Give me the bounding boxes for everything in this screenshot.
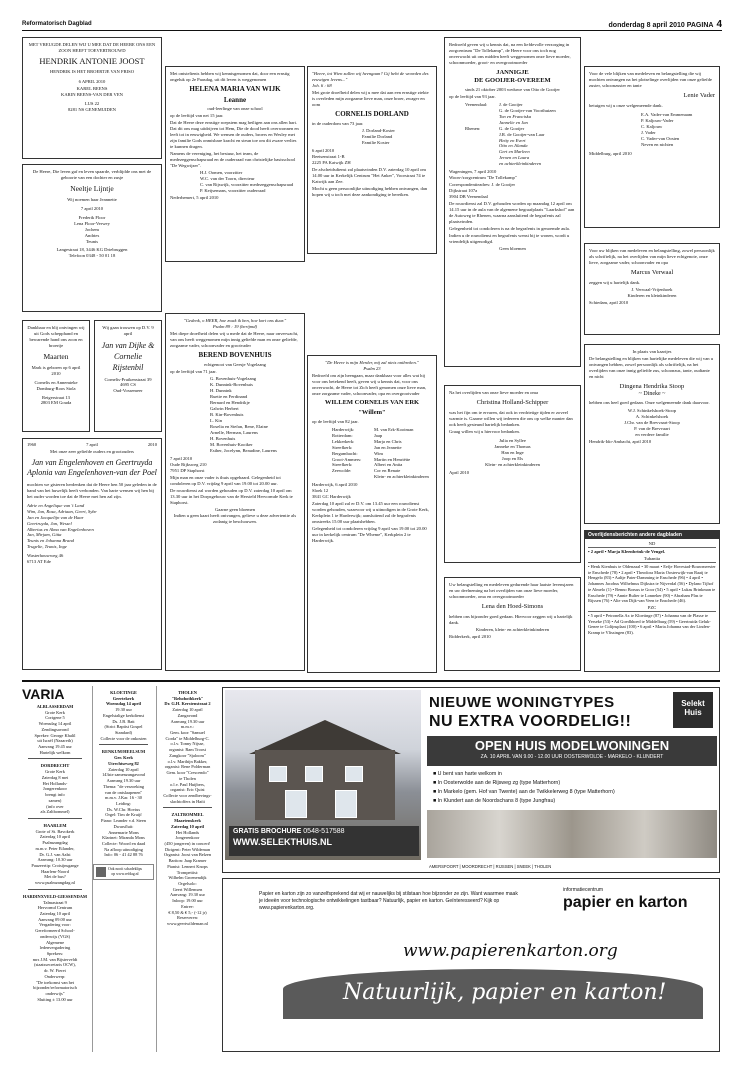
obituary-willem: "De Heere is mijn Herder, mij zal niets ontbreken." Psalm 23 Bedroefd om zijn heengaan, maar dankbaar voor alles wat hij voor ons betekend heeft, geven wij u kennis dat, voor ons onverwacht, de Heere tot Zich heeft genomen onze lieve man, onze zorgzame vader, schoonvader, opa en overgrootvader WILLEM CORNELIS VAN ERK "Willem" op de leeftijd van 82 jaar. Harderwijk: M. van Erk-Kooiman Rotterdam: Jaap Lekkerkerk: Marja en Chris Streefkerk: Jan en Jeanette Bergambacht: Wim Groot-Ammers: Martin en Henriëtte Streefkerk: Albert en Anita Zeewolde: Cor en Renate Klein- en achterkleinkinderen Harderwijk, 6 april 2010 Sloek 12 3841 GC Harderwijk Zaterdag 10 april zal er D.V. om 13.45 uur een rouwdienst worden gehouden, waarvoor wij u uitnodigen in de Grote Kerk, Kerkplein 1 te Harderwijk; aansluitend zal de begrafenis omstreeks 15.00 uur plaatshebben. Gelegenheid tot condoleren vrijdag 9 april van 19.00 tot 20.00 uur in kerkelijk centrum "De Wheme", Kerkplein 2 te Harderwijk.	[307, 355, 437, 673]
thanks-dingena: In plaats van kaartjes De belangstelling en blijken van hartelijke medeleven die wij van u ontvangen hebben, zowel persoonlijk als schriftelijk, na het overlijden van onze innig geliefde zus, schoonzus, tante, oudtante en nicht Dingena Hendrika Stoop ~ Dineke ~ hebben ons heel goed gedaan. Onze welgemeende dank daarvoor. W.J. Schinkelshoek-Stoop A. Schinkelshoek J.Chr. van de Brevvaart-Stoop P. van de Brevvaart en verdere familie Hendrik-Ido-Ambacht, april 2010	[584, 344, 720, 524]
list-item: ■ In Oosterwolde aan de Rijsweg zg (type Matterhorn)	[433, 779, 713, 788]
places-line: AMERSFOORT | MOORDRECHT | RIJSSEN | SNEEK | THOLEN	[429, 864, 552, 869]
birth-ad-hendrik: MET VREUGDE DELEN WIJ U MEE DAT DE HEERE ONS EEN ZOON HEEFT TOEVERTROUWD HENDRIK ANTONIE JOOST HENDRIK IS HET BROERTJE VAN FRISO 6 APRIL 2010 KAREL BEENS KARIN BEENS-VAN DER VEN LUS 22 8281 NS GENEMUIDEN	[22, 37, 162, 159]
obituary-helena: Met ontsteltenis hebben wij kennisgenomen dat, door een ernstig ongeluk op 2e Paasdag, uit dit leven is weggenomen HELENA MARIA VAN WIJK Leanne oud-leerlinge van onze school op de leeftijd van net 15 jaar. Dat de Heere deze ernstige roepstem mag heiligen aan ons allen hart. Dat dit ons mag uitdrijven tot Hem, Die de dood heeft overwonnen en leeft tot in eeuwigheid. We wensen de ouders, broers en Wesley met zijn familie Gods onmisbare kracht en steun toe om dit zware verlies te kunnen dragen. Namens de vereniging, het bestuur, het team, de medezeggenschapsraad en de ouderraad van christelijke basisschool "De Wegwijzer". H.J. Oomen, voorzitter W.C. van der Toorn, directeur C. van Rijswijk, voorzitter medezeggenschapsraad P. Keijsemans, voorzitter ouderraad Nederhemert, 5 april 2010	[165, 66, 305, 262]
ad-slogan: Natuurlijk, papier en karton!	[343, 980, 667, 1005]
other-papers-obituaries: Overlijdensberichten andere dagbladen ND • 2 april • Marja Kleenbrink-de Vengel. Tubantia • Henk Kienhuis te Oldenzaal • 30 maart • Eefje Hovestad-Bouwmeester te Enschede (78) • 2 april • Theodora Maria Oosterwijk-van Raaij te Hengelo (83) • Aaltje Pater-Damming te Enschede (96) • 4 april • Johannes Jacobus Wilhelmus Dijkstra te Nijverdal (56) • Dylano Tijhof te Almelo (1) • Benno Borsus te Goor (54) • 5 april • Lukas Brinkman te Enschede (79) • Annie Bulter te Lonneker (90) • Abraham Plas te Rijssen (76) • Alie van Dijk-van Veen te Enschede (46). PZC • 5 april • Petronella Ax te Kloetinge (87) • Johanna van de Plasse te Yerseke (53) • Ad Goedhhoed te Middelburg (59) • Geertruida Geluk-Genee te Colijnsplaat (100) • 6 april • Maria Johanna van der Linden-Kramp te Vlissingen (83).	[584, 530, 720, 672]
birth-ad-maarten: Dankbaar en blij ontvingen wij uit Gods schepphand en bewarende hand ons zoon en broertje Maarten Mark is geboren op 6 april 2010 Cornelis en Annemieke Domburg-Roos Stola Reigerstraat 13 2803 EM Gouda	[22, 320, 90, 432]
birth-ad-neeltje: De Heere, Die leven gaf en leven spaarde, verblijdde ons met de geboorte van een dochter en zusje Neeltje Lijntje Wij noemen haar Jeannette 7 april 2010 Frederik Floor Lena Floor-Verwey Jochem Andries Teunis Langestraat 18, 3446 KG Driebruggen Telefoon 0348 - 50 01 18	[22, 164, 162, 312]
anniversary-ad: 1960 7 april 2010 Met onze zeer geliefde ouders en grootouders Jan van Engelenhoven en Geertruyda Aplonia van Engelenhoven-van der Poel mochten we gisteren herdenken dat de Heere hen 50 jaar geleden in de band van het huwelijk heeft verbonden. Van harte wensen wij hen bij het ouder worden toe dat de Heere met hen zal zijn. Adrie en Angelique van 't Land Wim, Jan, Rosa, Adriaan, Geert, Sybe Jan en Jacquelijn van de Haar Geertruyda, Jan, Wessel Albertus en Alma van Engelenhoven Jan, Mirjam, Gitta Teunis en Johanna Brand Trugelie, Teunis, Inge Wasterhouwweg 46 6713 AT Ede	[22, 438, 162, 670]
varia-column-2: KLOETINGE Geertekerk Woensdag 14 april 19.30 uur Engelstalige kerkdienst Ds. J.B. Batt (Strict Baptist Gospel Standard) Collecte voor de onkosten RENKUM/HEELSUM Ger. Kerk Utrechtseweg 82 Zaterdag 10 april 143ste samenzangavond Aanvang 19.30 uur Thema: "de verzoeking van de ontslaapenen" m.m.v. J.Kar. 16 - 30 Leiding: Ds. W.Chr. Hovius Orgel: Tim de Kruijf Piano: Leander v.d. Steen Dwarsfluit: Annemarie Mons Klarinet: Miranda Mons Collecte: Woord en daad Na afloop uitnodiging Info: 06 - 41 42 88 76 Ook nooit schadeklips op www.refdag.nl	[92, 686, 154, 1052]
phone-number: 0548-517588	[303, 828, 345, 835]
obituary-jannigje: Bedroefd geven wij u kennis dat, na een liefdevolle verzorging in zorgcentrum "De Tollekamp", de Heere voor ons toch nog onverwacht uit ons midden heeft weggenomen onze lieve moeder, schoonmoeder, groot- en overgrootmoeder JANNIGJE DE GOOIJER-OVEREEM sinds 21 oktober 2003 weduwe van Otto de Gooijer op de leeftijd van 93 jaar. Veenendaal: J. de Gooijer G. de Gooijer-van Voorthuizen Ton en Franciska Jannelie en Jan Rhenen: G. de Gooijer J.R. de Gooijer-van Laar Hetty en Evert Otto en Jilanda Gert en Marleen Jeroen en Laura en achterkleinkinderen Wageningen, 7 april 2010 Woon-/zorgcentrum "De Tollekamp" Correspondentieadres: J. de Gooijer Dijkstraat 107a 3904 DB Veenendaal De rouwdienst zal D.V. gehouden worden op maandag 12 april om 14.15 uur in de aula van de algemene begraafplaats "Laarkshof" aan de Autoweg te Rhenen, waarna aansluitend de begrafenis zal plaatsvinden. Gelegenheid tot condoleren is na de begrafenis in genoemde aula. Indien u de rouwdienst en begrafenis wenst bij te wonen, wordt u vriendelijk uitgenodigd. Geen bloemen	[444, 37, 581, 367]
location-list	[433, 770, 713, 806]
paper-name: Reformatorisch Dagblad	[22, 21, 92, 27]
selekthuis-advertisement[interactable]	[222, 687, 720, 873]
wedding-ad: Wij gaan trouwen op D.V. 9 april Jan van Dijke & Cornelie Rijstenbil Cornelis-Pruikenstraat 39 4695 CS Oud-Vossemeer	[94, 320, 162, 432]
open-house-band: OPEN HUIS MODELWONINGEN ZA. 10 APRIL VAN 9.00 - 12.00 UUR OOSTERWOLDE - MARKELO - KLUNDERT	[427, 736, 717, 766]
list-item: ■ In Markelo (gem. Hof van Twente) aan de Twikkelerweg 8 (type Matterhorn)	[433, 788, 713, 797]
refdag-promo: Ook nooit schadeklips op www.refdag.nl	[93, 864, 154, 880]
house-photo-strip	[427, 810, 717, 858]
selekthuis-logo: Selekt Huis	[673, 692, 713, 728]
page-header	[22, 21, 722, 31]
ad-name: HENDRIK ANTONIE JOOST	[39, 55, 145, 66]
section-divider	[22, 680, 720, 682]
page-date: donderdag 8 april 2010 PAGINA 4	[608, 19, 722, 30]
website-link[interactable]: WWW.SELEKTHUIS.NL	[233, 836, 332, 847]
varia-title: VARIA	[22, 686, 65, 702]
thanks-lenie: Voor de vele blijken van medeleven en belangstelling die wij mochten ontvangen na het plotselinge overlijden van onze geliefde zuster, schoonzuster en tante Lenie Vader betuigen wij u onze welgemeende dank. E.A. Vader-van Emmenaam P. Kaljouw-Vader C. Kaljouw J. Vader C. Vader-van Oosten Neven en nichten Middelburg, april 2010	[584, 66, 720, 228]
papierenkarton-advertisement[interactable]	[222, 878, 720, 1052]
papierenkarton-logo: informatiecentrum papier en karton	[563, 887, 688, 912]
section-title: Overlijdensberichten andere dagbladen	[585, 531, 719, 539]
family-table: Harderwijk: M. van Erk-Kooiman Rotterdam: Jaap Lekkerkerk: Marja en Chris Streefkerk: Jan en Jeanette Bergambacht: Wim Groot-Ammers: Martin en Henriëtte Streefkerk: Albert en Anita Zeewolde: Cor en Renate Klein- en achterkleinkinderen	[332, 426, 429, 480]
brochure-box[interactable]: GRATIS BROCHURE 0548-517588 WWW.SELEKTHUIS.NL	[229, 826, 419, 856]
family-table: Veenendaal: J. de Gooijer G. de Gooijer-van Voorthuizen Ton en Franciska Jannelie en Jan Rhenen: G. de Gooijer J.R. de Gooijer-van Laar Hetty en Evert Otto en Jilanda Gert en Marleen Jeroen en Laura en achterkleinkinderen	[465, 101, 556, 167]
ad-name: Neeltje Lijntje	[70, 183, 114, 193]
ad-headline-1: NIEUWE WONINGTYPES	[429, 694, 615, 711]
thanks-marcus: Voor uw blijken van medeleven en belangstelling, zowel persoonlijk als schriftelijk, na het overlijden van mijn lieve echtgenote, onze lieve, zorgzame vader, schoonvader en opa Marcus Verwaal zeggen wij u hartelijk dank. J. Verwaal-Vrijenhoek Kinderen en kleinkinderen Schiedam, april 2010	[584, 243, 720, 335]
varia-column-3: THOLEN "Rehobothkerk" Dr. G.H. Kerstenstraat 2 Zaterdag 10 april Zangavond Aanvang 19.30 uur m.m.v.: Gem. koor "Samuel Corda" te Middelburg-C. o.l.v. Tonny Nijsse, organist: Ram Troost Zangkoor "Sjaloom" o.l.v. Marthijn Bakker, organist: Rene Polderman Gem. koor "Crescendo" te Tholen o.l.v. Paul Huijbers, organist: Eric Quist Collecte voor zendbevings- slachtoffers in Haïti ZALTBOMMEL Maartenskerk Zaterdag 10 april Het Hollands Jongerenkoor (450 jongeren) in concert! Dirigent: Peter Wildeman Organist: Joost van Belzen Bariton: Jaap Kramer Pianist: Lennert Knops Trompettist: Wilhelm Groenendijk Orgelsolo: Geert Willemsen Aanvang: 19.30 uur Inloop: 19.00 uur Entree: € 8,50 & € 5,- (-12 jr) Reserveren: www.geertwildeman.nl	[156, 686, 218, 1052]
thanks-lena: Uw belangstelling en medeleven gedurende haar laatste levensjaren en uw deelneming na het overlijden van onze lieve moeder, schoonmoeder, oma en overgrootmoeder Lena den Hoed-Simons hebben ons bijzonder goed gedaan. Hiervoor zeggen wij u hartelijk dank. Kinderen, klein- en achterkleinkinderen Ridderkerk, april 2010	[444, 577, 581, 671]
obituary-cornelis: "Heere, tot Wien zullen wij heengaan? Gij hebt de woorden des eeuwigen levens..." Joh. 6 : 68 Met grote droefheid delen wij u mee dat aan een ernstige ziekte is overleden mijn zorgzame lieve man, onze broer, zwager en oom CORNELIS DORLAND in de ouderdom van 73 jaar. J. Dorland-Koster Familie Dorland Familie Koster 6 april 2010 Beetsenstraat 1-B 2225 PA Katwijk ZH De afscheidsdienst zal plaatsvinden D.V. zaterdag 10 april om 14.00 uur in Kerkelijk Centrum "Het Anker", Voorstraat 74 te Katwijk aan Zee. Mocht u geen persoonlijke uitnodiging hebben ontvangen, dan hopen wij u toch met deze aankondiging te bereiken.	[307, 66, 437, 254]
website-link[interactable]: www.papierenkarton.org	[403, 941, 618, 961]
page-number: 4	[716, 19, 722, 30]
varia-column-1: ALBLASSERDAM Grote Kerk Cortgene 5 Woensdag 14 april Zendingsavond Spreker: George Khalil uit Israël (Nazareth) Aanvang 19.45 uur Hartelijk welkom DORDRECHT Grote Kerk Zaterdag 8 mei Het Hollands- Jongerenkoor brengt info samen) (info over als Zaltbommel) HAARLEM Grote of St. Bavokerk Zaterdag 10 april Psalmzangdag m.m.v. Peter Eilander, Dr. G.J. van Aalst Aanvang: 10.30 uur Pauzeertip: Croisijnsgange Haarlem-Noord Met de bus? www.psalmzangdag.nl HARDINXVELD-GIESSENDAM Talmastraat 9 Hervormd Centrum Zaterdag 10 april Aanvang 09.00 uur Vergadering voor: Gereformeerd School- onderwijs (VGS) Algemene ledenvergadering Sprekers: mrs J.M. van Bijsterveldt (staatssecretaris OCW), dr. W. Fieret Onderwerp: "De toekomst van het bijzonder/reformatorisch onderwijs" Sluiting ± 13.00 uur	[22, 704, 88, 1002]
list-item: ■ U bent van harte welkom in	[433, 770, 713, 779]
ad-body-text: Papier en karton zijn zo vanzelfsprekend dat wij er nauwelijks bij stilstaan hoe bijzonder ze zijn. Want waarmee maak je ideeën voor technologische ontwikkelingen tastbaar? Natuurlijk, papier en karton. Geïnteresseerd? Kijk op www.papierenkarton.org.	[259, 891, 518, 911]
list-item: ■ In Klundert aan de Noordschans 8 (type Jungfrau)	[433, 797, 713, 806]
ad-headline-2: NU EXTRA VOORDELIG!!	[429, 713, 632, 730]
promo-icon	[96, 867, 106, 877]
thanks-christina: Na het overlijden van onze lieve moeder en oma Christina Holland-Schipper was het fijn om te ervaren, dat ook in verdrietige tijden er zoveel warmte is. Gaarne willen wij iedereen die ons op welke manier dan ook heeft gesteund hartelijk bedanken. Graag willen wij u hiervoor bedanken. Julia en Syllee Janneke en Thomas Han en Inge Joop en Els Klein- en achterkleinkinderen April 2010	[444, 385, 581, 563]
obituary-berend: "Gedenk, o HEER, hoe zwak ik ben, hoe kort ons duur." Psalm 89 : 19 (berijmd) Met diepe droefheid delen wij u mede dat de Heere, naar onverwacht, van ons heeft weggenomen mijn innig geliefde man en onze geliefde, zorgzame vader, schoonvader en grootvader BEREND BOVENHUIS echtgenoot van Geesje Vogelzang op de leeftijd van 71 jaar. G. Bovenhuis-Vogelzang K. Dunnink-Bovenhuis H. Dunnink Ruetie en Ferdinand Bernard en Hendrikje Galwin Herbert B. Kin-Bovenhuis L. Kin Roselia en Stefan, Rene, Elaine Arnelle, Herman, Laurens H. Bovenhuis M. Bovenhuis-Kooiker Esther, Jocelynn, Beaudine, Laurens 7 april 2010 Oude Rijksweg 210 7951 DP Staphorst Mijn man en onze vader is thuis opgebaard. Gelegenheid tot condoleren op D.V. vrijdag 9 april van 19.00 tot 20.00 uur. De rouwdienst zal worden gehouden op D.V. zaterdag 10 april om 13.30 uur in het Dorpsgebouw van de Hersteld Hervormde Kerk te Staphorst. Gaarne geen bloemen Indien u geen kaart heeft ontvangen, gelieve u deze advertentie als zodanig te beschouwen.	[165, 313, 305, 671]
